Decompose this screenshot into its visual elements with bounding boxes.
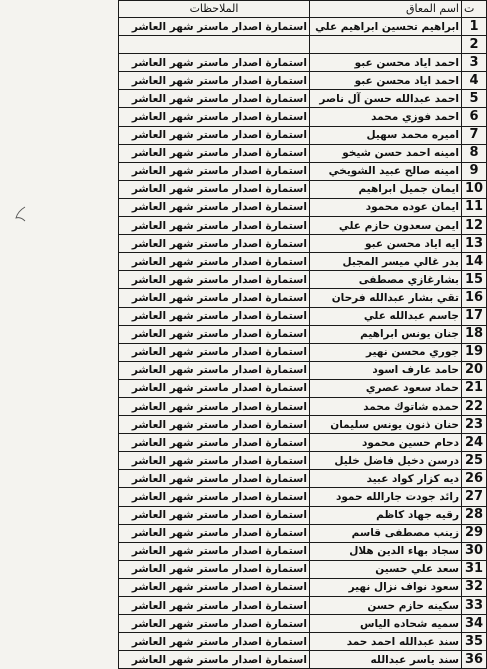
row-number: 20 bbox=[462, 361, 487, 379]
row-note: استمارة اصدار ماستر شهر العاشر bbox=[119, 180, 310, 198]
row-note: استمارة اصدار ماستر شهر العاشر bbox=[119, 615, 310, 633]
row-name: جنان يونس ابراهيم bbox=[310, 325, 462, 343]
row-note: استمارة اصدار ماستر شهر العاشر bbox=[119, 578, 310, 596]
row-name: حنان ذنون يونس سليمان bbox=[310, 416, 462, 434]
table-row bbox=[119, 615, 487, 633]
row-number: 27 bbox=[462, 488, 487, 506]
row-name: حامد عارف اسود bbox=[310, 361, 462, 379]
row-note: استمارة اصدار ماستر شهر العاشر bbox=[119, 506, 310, 524]
row-number: 33 bbox=[462, 597, 487, 615]
header-number: ت bbox=[462, 1, 487, 18]
row-note bbox=[119, 36, 310, 54]
row-name: تقي بشار عبدالله فرحان bbox=[310, 289, 462, 307]
row-number: 22 bbox=[462, 397, 487, 415]
table-row bbox=[119, 651, 487, 669]
table-row bbox=[119, 488, 487, 506]
row-name: اميره محمد سهيل bbox=[310, 126, 462, 144]
row-name: ديه كزار كواد عبيد bbox=[310, 470, 462, 488]
row-number: 35 bbox=[462, 633, 487, 651]
table-row bbox=[119, 597, 487, 615]
row-name: جوري محسن نهير bbox=[310, 343, 462, 361]
table-row bbox=[119, 506, 487, 524]
row-number: 7 bbox=[462, 126, 487, 144]
table-row bbox=[119, 253, 487, 271]
table-row bbox=[119, 144, 487, 162]
table-row bbox=[119, 198, 487, 216]
table-row bbox=[119, 470, 487, 488]
row-name: ايه اياد محسن عبو bbox=[310, 235, 462, 253]
table-row bbox=[119, 235, 487, 253]
row-note: استمارة اصدار ماستر شهر العاشر bbox=[119, 597, 310, 615]
row-name: احمد اياد محسن عبو bbox=[310, 72, 462, 90]
table-row bbox=[119, 434, 487, 452]
row-number: 34 bbox=[462, 615, 487, 633]
table-row bbox=[119, 397, 487, 415]
row-number: 28 bbox=[462, 506, 487, 524]
row-note: استمارة اصدار ماستر شهر العاشر bbox=[119, 633, 310, 651]
table-row bbox=[119, 361, 487, 379]
row-note: استمارة اصدار ماستر شهر العاشر bbox=[119, 90, 310, 108]
table-row bbox=[119, 126, 487, 144]
row-name: ايمان جميل ابراهيم bbox=[310, 180, 462, 198]
row-note: استمارة اصدار ماستر شهر العاشر bbox=[119, 651, 310, 669]
row-number: 24 bbox=[462, 434, 487, 452]
row-number: 15 bbox=[462, 271, 487, 289]
row-number: 13 bbox=[462, 235, 487, 253]
table-row bbox=[119, 343, 487, 361]
header-name: اسم المعاق bbox=[310, 1, 462, 18]
row-note: استمارة اصدار ماستر شهر العاشر bbox=[119, 397, 310, 415]
row-note: استمارة اصدار ماستر شهر العاشر bbox=[119, 217, 310, 235]
pen-mark bbox=[14, 206, 28, 222]
row-number: 17 bbox=[462, 307, 487, 325]
row-name: ايمان عوده محمود bbox=[310, 198, 462, 216]
row-name: سند عبدالله احمد حمد bbox=[310, 633, 462, 651]
table-row bbox=[119, 578, 487, 596]
row-number: 10 bbox=[462, 180, 487, 198]
row-note: استمارة اصدار ماستر شهر العاشر bbox=[119, 289, 310, 307]
table-body bbox=[119, 18, 487, 669]
row-name: سعود نواف نزال نهير bbox=[310, 578, 462, 596]
row-note: استمارة اصدار ماستر شهر العاشر bbox=[119, 126, 310, 144]
row-number: 5 bbox=[462, 90, 487, 108]
row-number: 2 bbox=[462, 36, 487, 54]
table-row bbox=[119, 307, 487, 325]
row-number: 26 bbox=[462, 470, 487, 488]
row-name: جاسم عبدالله علي bbox=[310, 307, 462, 325]
row-number: 36 bbox=[462, 651, 487, 669]
table-row bbox=[119, 108, 487, 126]
row-name: رقيه جهاد كاظم bbox=[310, 506, 462, 524]
table-row bbox=[119, 271, 487, 289]
row-name: زينب مصطفى قاسم bbox=[310, 524, 462, 542]
row-note: استمارة اصدار ماستر شهر العاشر bbox=[119, 542, 310, 560]
row-name: ابراهيم تحسين ابراهيم علي bbox=[310, 18, 462, 36]
row-note: استمارة اصدار ماستر شهر العاشر bbox=[119, 198, 310, 216]
table-row bbox=[119, 72, 487, 90]
row-note: استمارة اصدار ماستر شهر العاشر bbox=[119, 416, 310, 434]
header-notes: الملاحظات bbox=[119, 1, 310, 18]
table-row bbox=[119, 36, 487, 54]
table-row bbox=[119, 162, 487, 180]
row-note: استمارة اصدار ماستر شهر العاشر bbox=[119, 488, 310, 506]
row-note: استمارة اصدار ماستر شهر العاشر bbox=[119, 560, 310, 578]
beneficiary-table bbox=[118, 0, 487, 669]
row-name: درسن دخيل فاضل خليل bbox=[310, 452, 462, 470]
row-note: استمارة اصدار ماستر شهر العاشر bbox=[119, 452, 310, 470]
row-note: استمارة اصدار ماستر شهر العاشر bbox=[119, 307, 310, 325]
row-number: 8 bbox=[462, 144, 487, 162]
row-note: استمارة اصدار ماستر شهر العاشر bbox=[119, 524, 310, 542]
row-number: 30 bbox=[462, 542, 487, 560]
table-row bbox=[119, 416, 487, 434]
row-name: بدر غالي ميسر المجبل bbox=[310, 253, 462, 271]
row-note: استمارة اصدار ماستر شهر العاشر bbox=[119, 108, 310, 126]
row-note: استمارة اصدار ماستر شهر العاشر bbox=[119, 379, 310, 397]
row-note: استمارة اصدار ماستر شهر العاشر bbox=[119, 72, 310, 90]
table-row bbox=[119, 379, 487, 397]
row-number: 12 bbox=[462, 217, 487, 235]
table-row bbox=[119, 180, 487, 198]
row-name: احمد فوزي محمد bbox=[310, 108, 462, 126]
row-note: استمارة اصدار ماستر شهر العاشر bbox=[119, 343, 310, 361]
row-name: احمد اياد محسن عبو bbox=[310, 54, 462, 72]
row-number: 21 bbox=[462, 379, 487, 397]
row-name: سند ياسر عبدالله bbox=[310, 651, 462, 669]
row-note: استمارة اصدار ماستر شهر العاشر bbox=[119, 144, 310, 162]
table-row bbox=[119, 542, 487, 560]
row-name: سجاد بهاء الدين هلال bbox=[310, 542, 462, 560]
row-name: حمده شاتوك محمد bbox=[310, 397, 462, 415]
row-name: امينه صالح عبيد الشويخي bbox=[310, 162, 462, 180]
row-note: استمارة اصدار ماستر شهر العاشر bbox=[119, 162, 310, 180]
table-row bbox=[119, 90, 487, 108]
row-number: 1 bbox=[462, 18, 487, 36]
row-number: 23 bbox=[462, 416, 487, 434]
row-name: دحام حسين محمود bbox=[310, 434, 462, 452]
row-name: سميه شحاده الياس bbox=[310, 615, 462, 633]
row-name: حماد سعود عصري bbox=[310, 379, 462, 397]
table-row bbox=[119, 325, 487, 343]
table-row bbox=[119, 18, 487, 36]
row-note: استمارة اصدار ماستر شهر العاشر bbox=[119, 361, 310, 379]
row-number: 29 bbox=[462, 524, 487, 542]
row-number: 25 bbox=[462, 452, 487, 470]
row-note: استمارة اصدار ماستر شهر العاشر bbox=[119, 271, 310, 289]
row-number: 4 bbox=[462, 72, 487, 90]
row-number: 9 bbox=[462, 162, 487, 180]
table-row bbox=[119, 452, 487, 470]
row-note: استمارة اصدار ماستر شهر العاشر bbox=[119, 235, 310, 253]
row-name bbox=[310, 36, 462, 54]
row-note: استمارة اصدار ماستر شهر العاشر bbox=[119, 470, 310, 488]
row-number: 14 bbox=[462, 253, 487, 271]
row-number: 11 bbox=[462, 198, 487, 216]
row-note: استمارة اصدار ماستر شهر العاشر bbox=[119, 18, 310, 36]
row-note: استمارة اصدار ماستر شهر العاشر bbox=[119, 54, 310, 72]
row-number: 31 bbox=[462, 560, 487, 578]
row-name: امينه احمد حسن شيخو bbox=[310, 144, 462, 162]
row-name: ايمن سعدون حازم علي bbox=[310, 217, 462, 235]
row-name: احمد عبدالله حسن آل ناصر bbox=[310, 90, 462, 108]
row-name: سكينه حازم حسن bbox=[310, 597, 462, 615]
row-note: استمارة اصدار ماستر شهر العاشر bbox=[119, 253, 310, 271]
row-note: استمارة اصدار ماستر شهر العاشر bbox=[119, 325, 310, 343]
table-header-row bbox=[119, 1, 487, 18]
table-row bbox=[119, 524, 487, 542]
row-name: رائد جودت جارالله حمود bbox=[310, 488, 462, 506]
table-row bbox=[119, 560, 487, 578]
row-note: استمارة اصدار ماستر شهر العاشر bbox=[119, 434, 310, 452]
row-number: 19 bbox=[462, 343, 487, 361]
table-row bbox=[119, 633, 487, 651]
row-number: 32 bbox=[462, 578, 487, 596]
table-row bbox=[119, 289, 487, 307]
row-name: سعد علي حسين bbox=[310, 560, 462, 578]
row-name: بشارغازي مصطفى bbox=[310, 271, 462, 289]
row-number: 16 bbox=[462, 289, 487, 307]
row-number: 3 bbox=[462, 54, 487, 72]
row-number: 6 bbox=[462, 108, 487, 126]
table-row bbox=[119, 54, 487, 72]
row-number: 18 bbox=[462, 325, 487, 343]
table-row bbox=[119, 217, 487, 235]
